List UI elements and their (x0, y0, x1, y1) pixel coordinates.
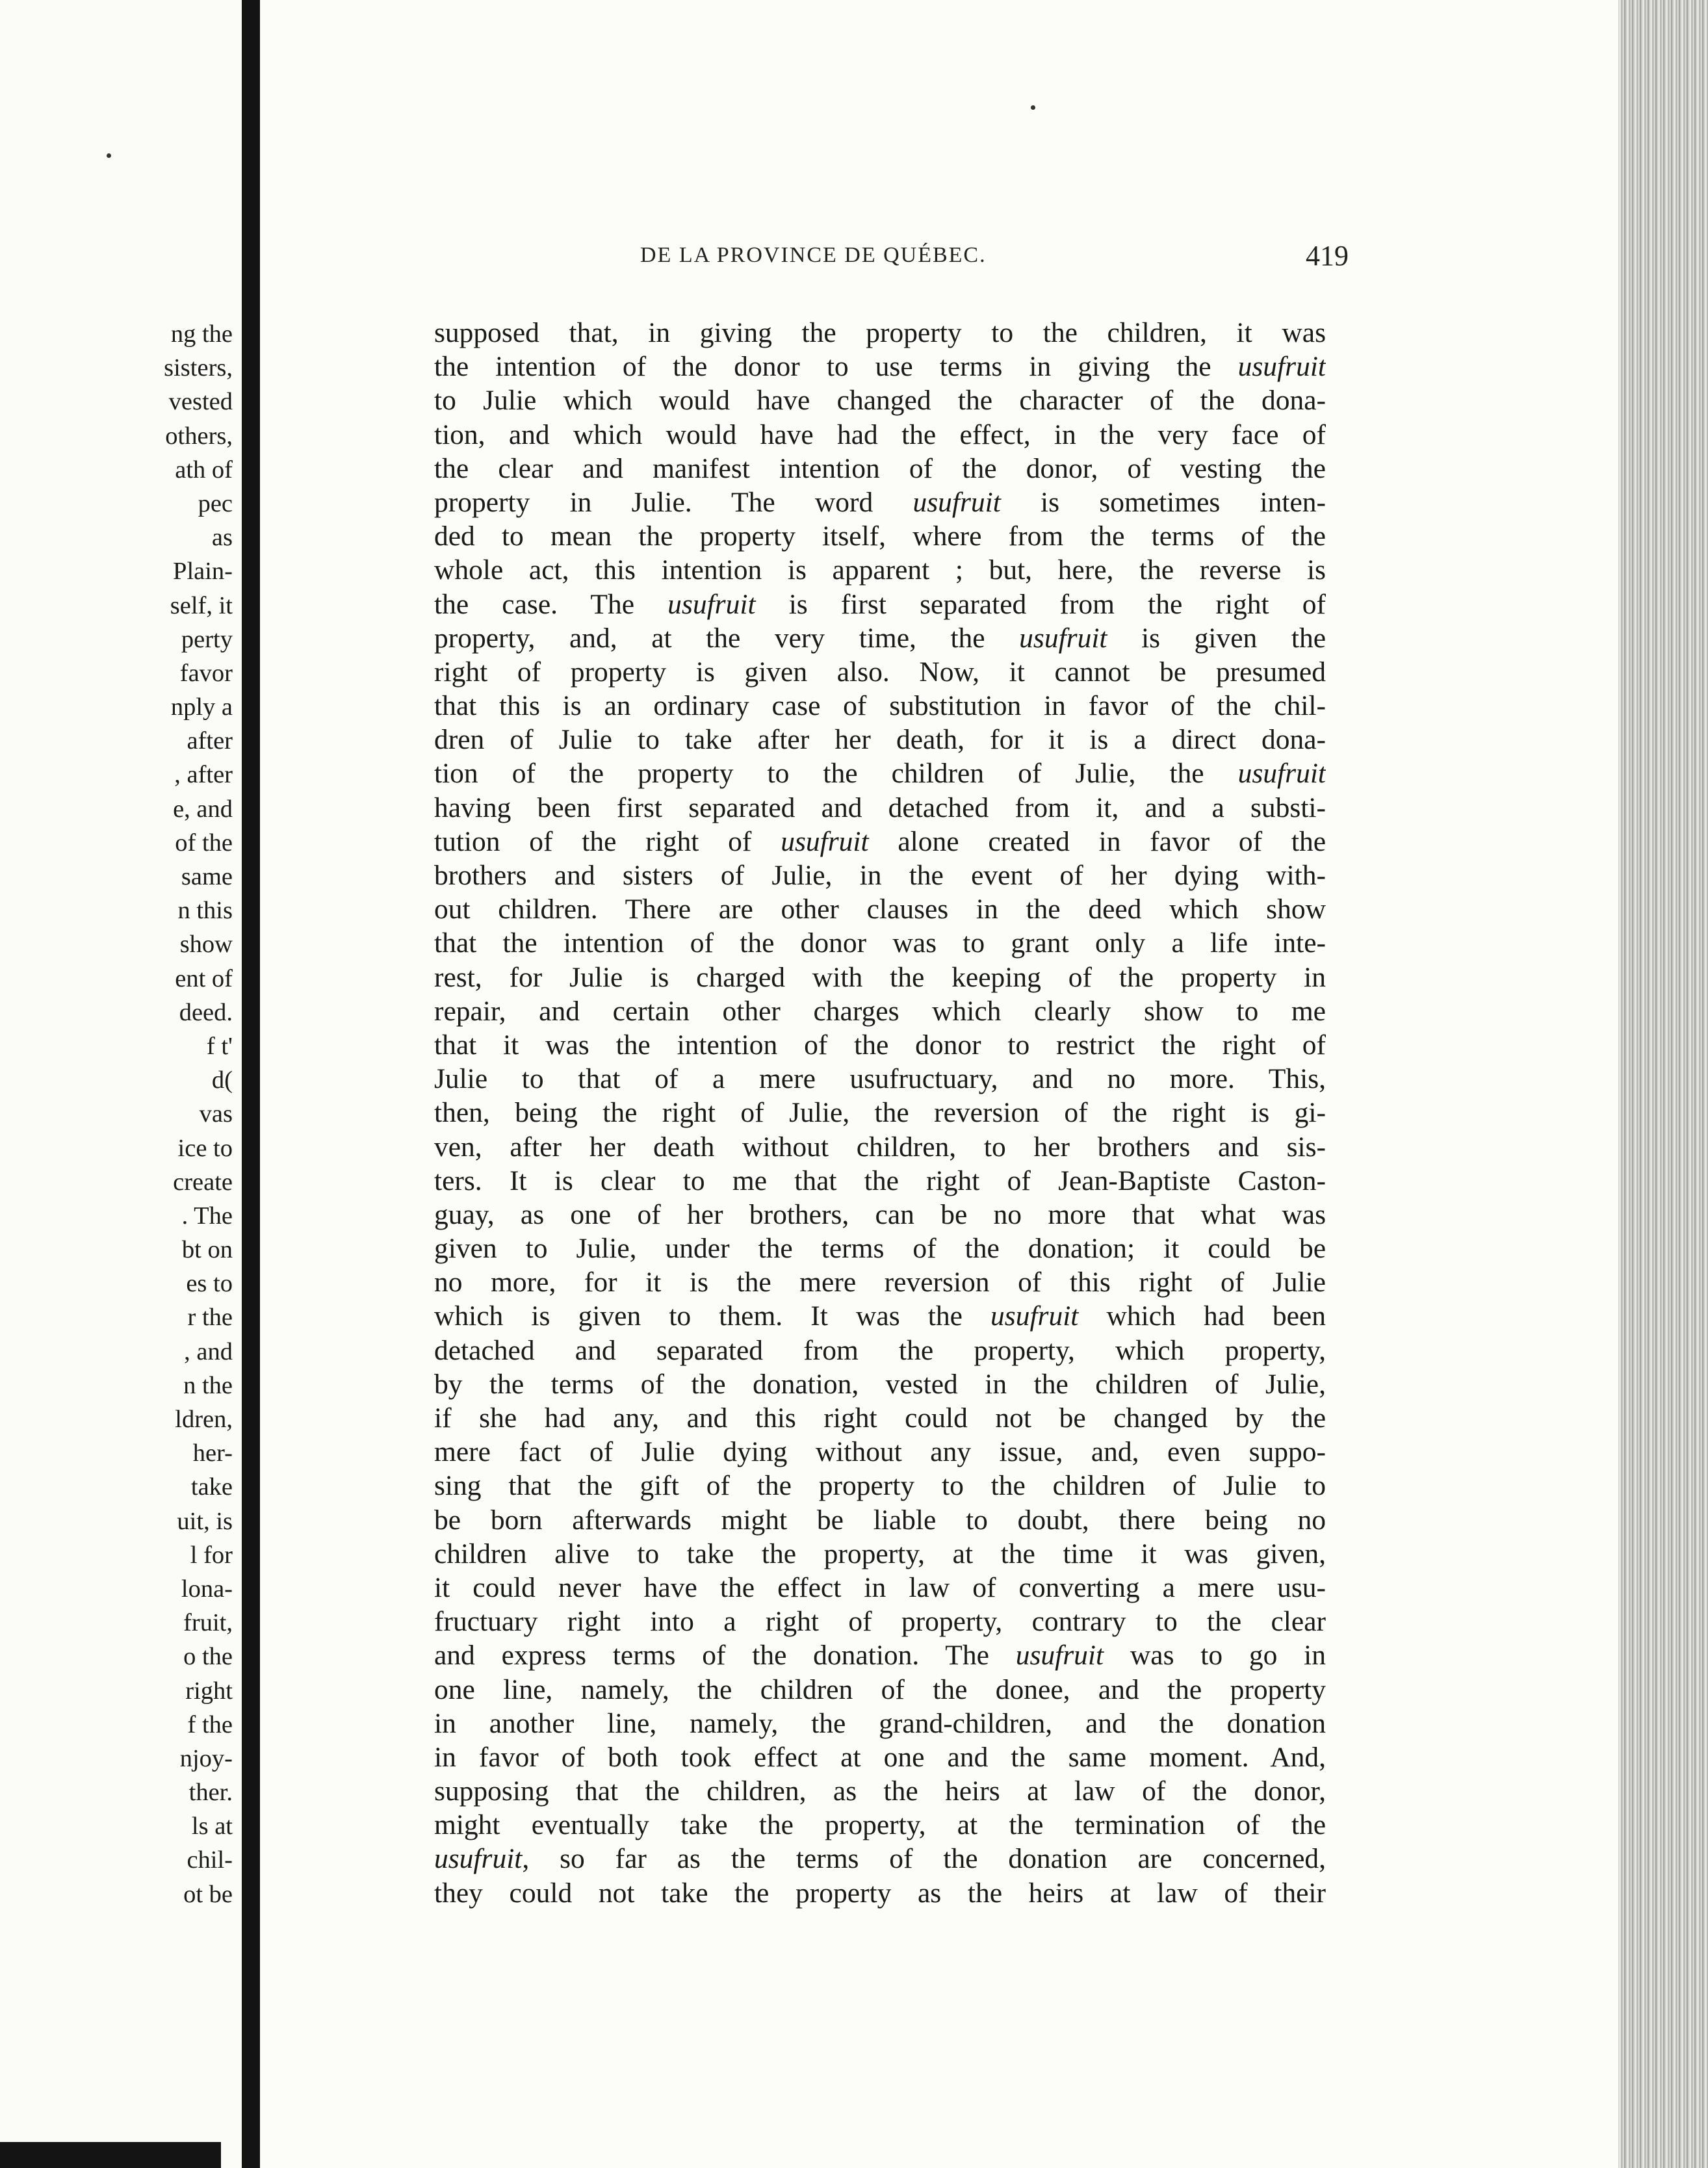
left-page-line: sisters, (164, 354, 233, 382)
left-page-line: ot be (183, 1880, 233, 1908)
text-line: might eventually take the property, at the termination of the (434, 1809, 1326, 1841)
text-line: no more, for it is the mere reversion of this right of Julie (434, 1267, 1326, 1298)
running-head: DE LA PROVINCE DE QUÉBEC. (640, 243, 987, 267)
text-line: guay, as one of her brothers, can be no more that what was (434, 1198, 1326, 1230)
ink-speck (1031, 105, 1035, 110)
text-line: in favor of both took effect at one and the same moment. And, (434, 1741, 1326, 1773)
left-page-line: of the (175, 829, 233, 857)
text-line: that this is an ordinary case of substitution in favor of the chil- (434, 690, 1326, 722)
left-page-line: others, (165, 422, 233, 450)
text-line: having been first separated and detached from it, and a substi- (434, 792, 1326, 823)
left-page-line: d( (211, 1066, 233, 1094)
left-page-line: r the (187, 1304, 233, 1332)
text-line: then, being the right of Julie, the reversion of the right is gi- (434, 1097, 1326, 1129)
text-line: supposing that the children, as the heirs at law of the donor, (434, 1775, 1326, 1807)
left-page-line: self, it (170, 591, 233, 619)
left-page-line: n this (177, 897, 233, 925)
page-header (640, 239, 1349, 278)
text-line: that it was the intention of the donor to restrict the right of (434, 1029, 1326, 1061)
text-line: which is given to them. It was the usufruit which had been (434, 1300, 1326, 1332)
text-line: they could not take the property as the heirs at law of their (434, 1877, 1326, 1909)
left-page-line: l for (190, 1541, 233, 1569)
text-line: sing that the gift of the property to the children of Julie to (434, 1470, 1326, 1502)
text-line: tution of the right of usufruit alone created in favor of the (434, 825, 1326, 857)
text-line: the clear and manifest intention of the donor, of vesting the (434, 452, 1326, 484)
left-page-line: right (185, 1677, 233, 1705)
text-line: ven, after her death without children, to her brothers and sis- (434, 1131, 1326, 1163)
left-page-line: e, and (173, 795, 233, 823)
text-line: ters. It is clear to me that the right of Jean-Baptiste Caston- (434, 1165, 1326, 1196)
left-page-line: same (181, 863, 233, 890)
body-text (434, 316, 1326, 1910)
text-line: tion, and which would have had the effect, in the very face of (434, 419, 1326, 450)
text-line: whole act, this intention is apparent ; but, here, the reverse is (434, 554, 1326, 586)
text-line: the case. The usufruit is first separated from the right of (434, 588, 1326, 620)
text-line: dren of Julie to take after her death, for it is a direct dona- (434, 724, 1326, 756)
text-line: tion of the property to the children of Julie, the usufruit (434, 758, 1326, 790)
text-line: it could never have the effect in law of converting a mere usu- (434, 1571, 1326, 1603)
left-page-line: favor (179, 659, 233, 687)
left-page-line: take (190, 1473, 233, 1501)
text-line: repair, and certain other charges which clearly show to me (434, 995, 1326, 1027)
left-page-line: fruit, (183, 1609, 233, 1637)
text-line: rest, for Julie is charged with the keeping of the property in (434, 961, 1326, 993)
text-line: detached and separated from the property, which property, (434, 1334, 1326, 1366)
text-line: children alive to take the property, at the time it was given, (434, 1538, 1326, 1569)
left-page-line: f t' (206, 1032, 233, 1060)
left-page-line: f the (187, 1710, 233, 1738)
left-page-line: es to (186, 1270, 233, 1298)
left-page-line: vas (199, 1100, 233, 1128)
left-page-line: her- (192, 1439, 233, 1467)
text-line: ded to mean the property itself, where from the terms of the (434, 521, 1326, 552)
text-line: given to Julie, under the terms of the donation; it could be (434, 1233, 1326, 1265)
page-edges (1618, 0, 1708, 2168)
left-page-line: ath of (175, 456, 233, 484)
left-page-line: chil- (187, 1846, 233, 1874)
left-page-line: create (173, 1168, 233, 1196)
left-page-line: nply a (170, 693, 233, 721)
text-line: supposed that, in giving the property to the children, it was (434, 317, 1326, 348)
text-line: property, and, at the very time, the usufruit is given the (434, 622, 1326, 654)
left-page-line: njoy- (179, 1744, 233, 1772)
text-line: Julie to that of a mere usufructuary, and no more. This, (434, 1063, 1326, 1095)
text-line: if she had any, and this right could not be changed by the (434, 1402, 1326, 1434)
left-page-line: , and (184, 1337, 233, 1365)
page-number: 419 (1306, 240, 1349, 272)
left-page-line: after (187, 727, 233, 755)
left-page-line: bt on (181, 1236, 233, 1264)
left-page-line: . The (181, 1202, 233, 1230)
left-page-line: ls at (191, 1813, 233, 1840)
text-line: the intention of the donor to use terms in giving the usufruit (434, 351, 1326, 383)
left-page-line: ldren, (175, 1406, 233, 1433)
book-gutter (242, 0, 260, 2168)
text-line: in another line, namely, the grand-children, and the donation (434, 1707, 1326, 1739)
left-page-line: o the (183, 1643, 233, 1671)
ink-speck (107, 153, 111, 158)
text-line: and express terms of the donation. The usufruit was to go in (434, 1640, 1326, 1671)
text-line: brothers and sisters of Julie, in the event of her dying with- (434, 860, 1326, 891)
left-page-text (12, 317, 233, 1911)
left-page-line: pec (198, 489, 233, 517)
left-page-line: deed. (179, 998, 233, 1026)
text-line: out children. There are other clauses in the deed which show (434, 894, 1326, 925)
left-page-line: n the (183, 1371, 233, 1399)
text-line: fructuary right into a right of property, contrary to the clear (434, 1606, 1326, 1638)
text-line: one line, namely, the children of the donee, and the property (434, 1673, 1326, 1705)
left-page-line: ice to (177, 1134, 233, 1162)
left-page-line: show (179, 931, 233, 959)
left-page-line: Plain- (173, 558, 233, 586)
scan-border (0, 2142, 221, 2168)
left-page-line: ther. (188, 1779, 233, 1807)
left-page-line: perty (181, 625, 233, 653)
text-line: right of property is given also. Now, it cannot be presumed (434, 656, 1326, 688)
left-page-line: vested (168, 388, 233, 416)
text-line: usufruit, so far as the terms of the donation are concerned, (434, 1843, 1326, 1875)
text-line: by the terms of the donation, vested in the children of Julie, (434, 1368, 1326, 1400)
text-line: that the intention of the donor was to grant only a life inte- (434, 927, 1326, 959)
text-line: property in Julie. The word usufruit is sometimes inten- (434, 486, 1326, 518)
text-line: be born afterwards might be liable to doubt, there being no (434, 1504, 1326, 1536)
left-page (0, 0, 242, 2168)
text-line: to Julie which would have changed the character of the dona- (434, 385, 1326, 417)
left-page-line: ng the (170, 320, 233, 348)
text-line: mere fact of Julie dying without any issue, and, even suppo- (434, 1436, 1326, 1468)
left-page-line: as (211, 524, 233, 552)
left-page-line: uit, is (177, 1507, 233, 1535)
left-page-line: , after (174, 761, 233, 789)
left-page-line: lona- (181, 1575, 233, 1603)
left-page-line: ent of (175, 964, 233, 992)
